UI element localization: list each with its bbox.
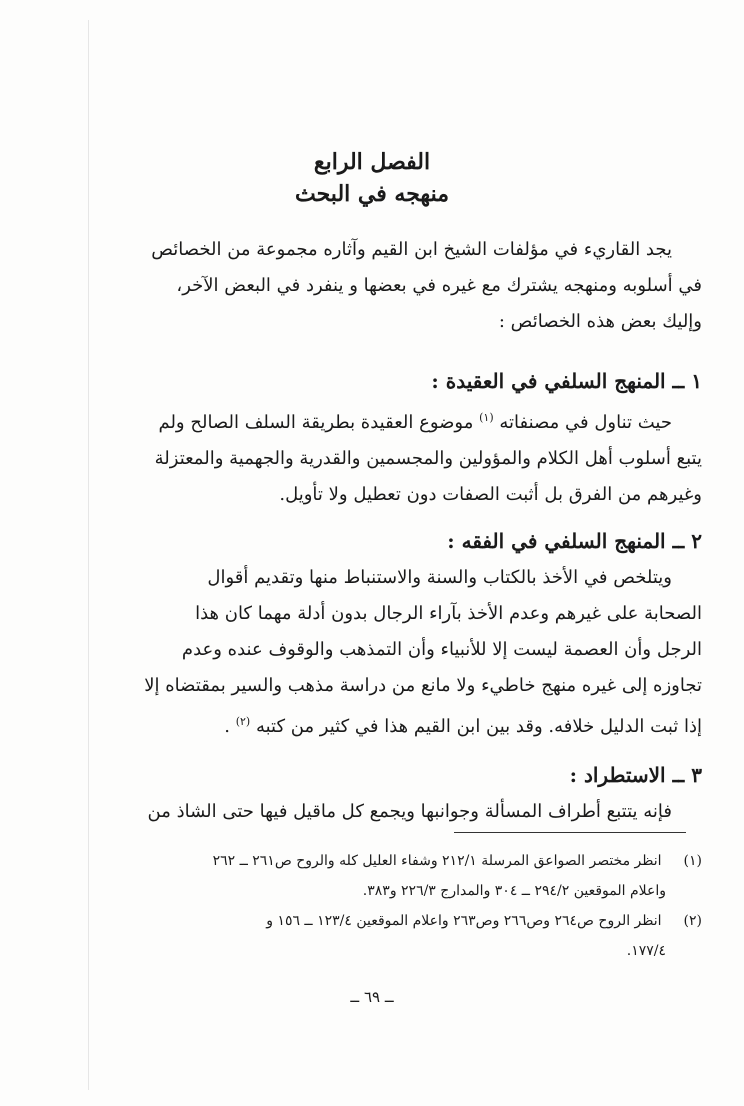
section2-line — [100, 704, 702, 745]
footnote-line — [100, 846, 702, 876]
chapter-title: الفصل الرابع — [313, 149, 431, 175]
section1-text: موضوع العقيدة بطريقة السلف الصالح ولم — [158, 412, 474, 433]
chapter-subtitle: منهجه في البحث — [295, 181, 449, 207]
footnote-1 — [100, 846, 702, 906]
footnote-line — [100, 906, 702, 936]
intro-line: يجد القاريء في مؤلفات الشيخ ابن القيم وآثاره مجموعة من الخصائص — [151, 239, 672, 260]
section2-line: الصحابة على غيرهم وعدم الأخذ بآراء الرجال بدون أدلة مهما كان هذا — [195, 603, 702, 624]
footnote-line: واعلام الموقعين ٢٩٤/٢ ــ ٣٠٤ والمدارج ٢٢٦/٣ و٣٨٣. — [362, 883, 666, 899]
page-number: ــ ٦٩ ــ — [350, 988, 394, 1006]
section2-paragraph — [100, 560, 702, 745]
section2-heading: ٢ ــ المنهج السلفي في الفقه : — [447, 529, 702, 553]
footnote-2 — [100, 906, 702, 966]
section1-line: وغيرهم من الفرق بل أثبت الصفات دون تعطيل ولا تأويل. — [279, 484, 702, 505]
footnote-number: (٢) — [683, 913, 702, 929]
footnote-number: (١) — [683, 853, 702, 869]
section3-heading: ٣ ــ الاستطراد : — [569, 763, 702, 787]
section2-text: إذا ثبت الدليل خلافه. وقد بين ابن القيم هذا في كثير من كتبه — [255, 716, 702, 737]
intro-paragraph — [100, 232, 702, 340]
intro-line: في أسلوبه ومنهجه يشترك مع غيره في بعضها و ينفرد في البعض الآخر، — [176, 275, 702, 296]
section1-line: يتبع أسلوب أهل الكلام والمؤولين والمجسمين والقدرية والجهمية والمعتزلة — [154, 448, 702, 469]
section1-text: حيث تناول في مصنفاته — [499, 412, 672, 433]
section1-line — [100, 400, 702, 441]
section3-paragraph — [100, 794, 702, 830]
footnote-separator — [454, 832, 686, 833]
footnote-text: انظر الروح ص٢٦٤ وص٢٦٦ وص٢٦٣ واعلام الموقعين ١٢٣/٤ ــ ١٥٦ و — [266, 913, 662, 929]
section2-line: تجاوزه إلى غيره منهج خاطيء ولا مانع من دراسة مذهب والسير بمقتضاه إلا — [144, 675, 702, 696]
section2-line: ويتلخص في الأخذ بالكتاب والسنة والاستنباط منها وتقديم أقوال — [207, 567, 672, 588]
section1-heading: ١ ــ المنهج السلفي في العقيدة : — [431, 369, 702, 393]
section2-line: الرجل وأن العصمة ليست إلا للأنبياء وأن التمذهب والوقوف عنده وعدم — [181, 639, 702, 660]
section1-paragraph — [100, 400, 702, 513]
intro-line: وإليك بعض هذه الخصائص : — [498, 311, 702, 332]
section3-line: فإنه يتتبع أطراف المسألة وجوانبها ويجمع كل ماقيل فيها حتى الشاذ من — [147, 801, 672, 822]
footnote-ref[interactable]: (٢) — [235, 715, 251, 728]
footnote-line: ١٧٧/٤. — [626, 943, 666, 959]
footnote-text: انظر مختصر الصواعق المرسلة ٢١٢/١ وشفاء العليل كله والروح ص٢٦١ ــ ٢٦٢ — [212, 853, 662, 869]
section2-text: . — [224, 716, 230, 737]
footnote-ref[interactable]: (١) — [479, 411, 494, 424]
